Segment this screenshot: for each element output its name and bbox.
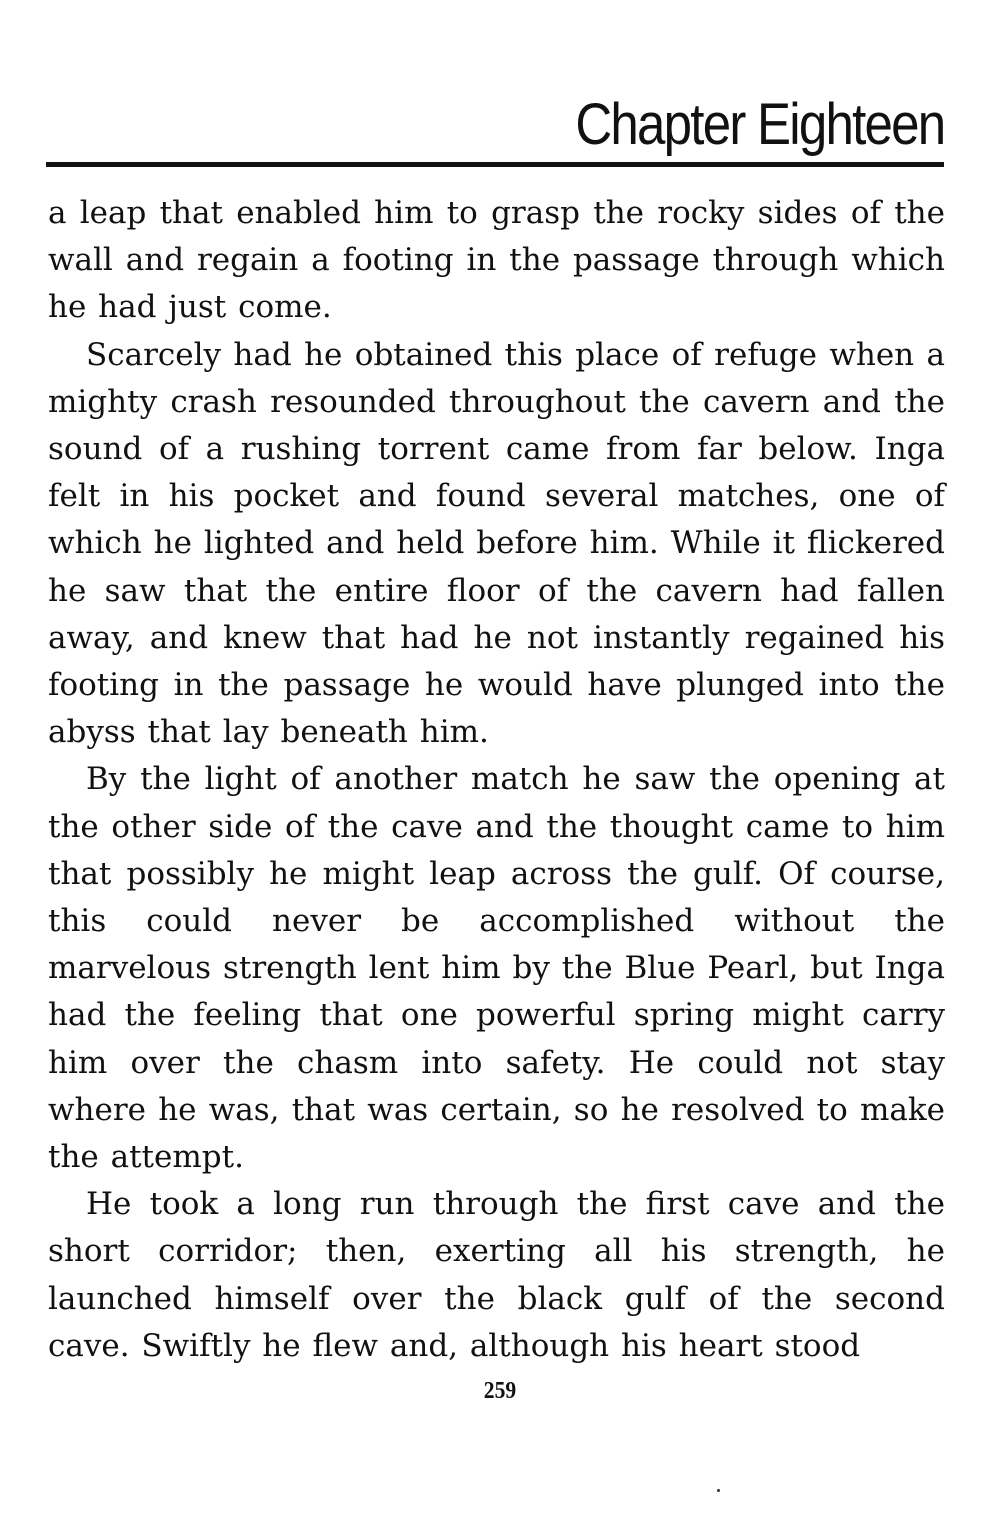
header-rule [46, 162, 944, 167]
paragraph-1: a leap that enabled him to grasp the rocky sides of the wall and regain a footing in the passage through which he had just come. [48, 195, 945, 326]
page-number: 259 [483, 1378, 517, 1404]
paragraph-4: He took a long run through the first cave and the short corridor; then, exerting all his strength, he launched himself over the black gulf of the second cave. Swiftly he flew and, although his heart stood [48, 1186, 945, 1364]
paragraph-2: Scarcely had he obtained this place of refuge when a mighty crash resounded throughout the cavern and the sound of a rushing torrent came from far below. Inga felt in his pocket and found several matches, one of which he lighted and held before him. While it flickered he saw that the entire floor of the cavern had fallen away, and knew that had he not instantly regained his footing in the passage he would have plunged into the abyss that lay beneath him. [48, 336, 945, 751]
paragraph-3: By the light of another match he saw the opening at the other side of the cave and the thought came to him that possibly he might leap across the gulf. Of course, this could never be accomplished without the marvelous strength lent him by the Blue Pearl, but Inga had the feeling that one powerful spring might carry him over the chasm into safety. He could not stay where he was, that was certain, so he resolved to make the attempt. [48, 761, 945, 1176]
ink-speck [717, 1489, 720, 1492]
chapter-title: Chapter Eighteen [574, 92, 944, 157]
body-text [48, 190, 945, 1370]
